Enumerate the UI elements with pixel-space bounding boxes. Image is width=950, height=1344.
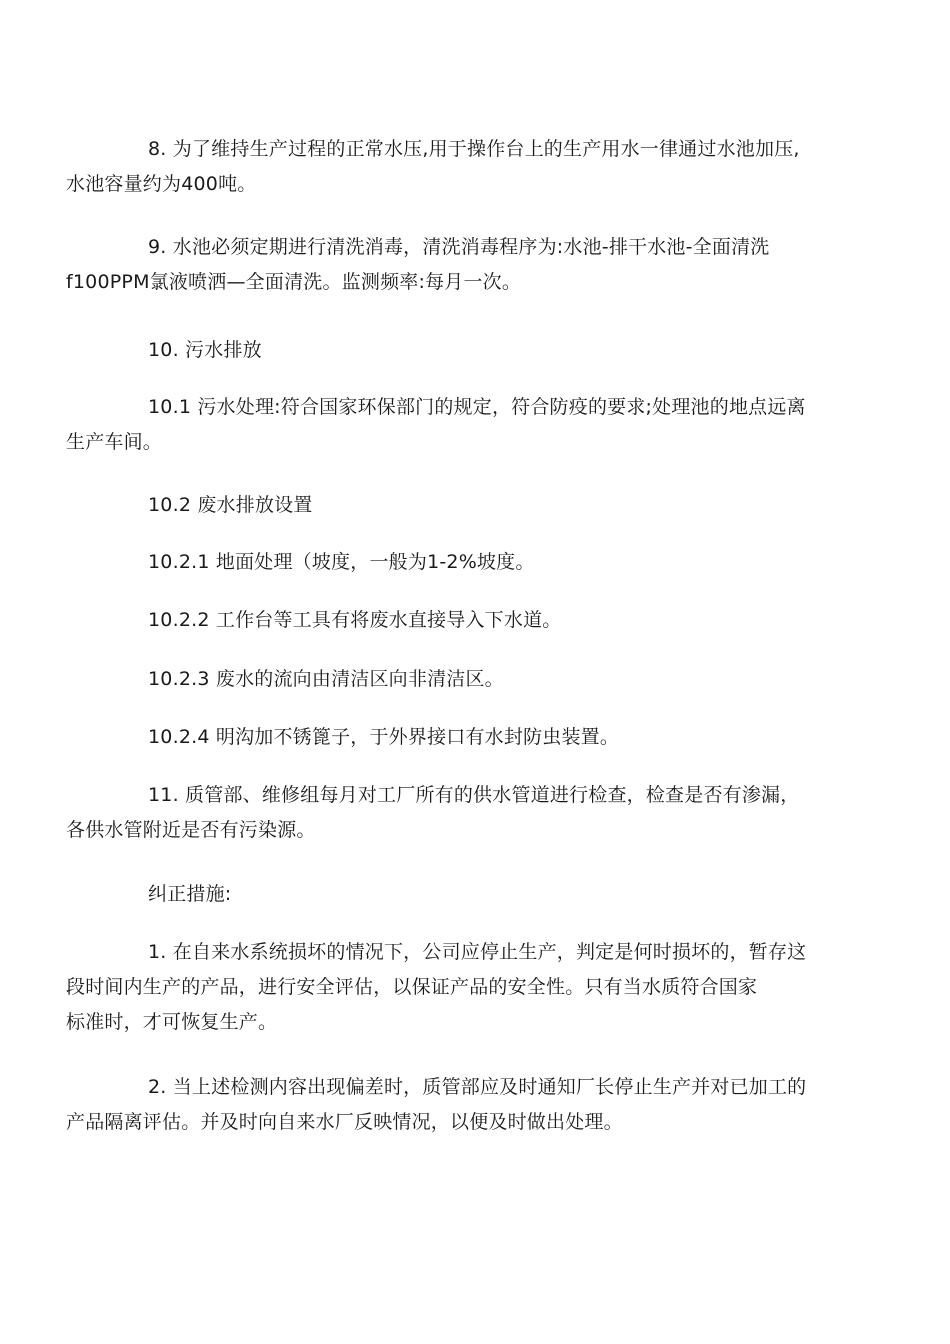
paragraph-line: 11. 质管部、维修组每月对工厂所有的供水管道进行检查，检查是否有渗漏， bbox=[148, 784, 800, 806]
paragraph-line: 8. 为了维持生产过程的正常水压,用于操作台上的生产用水一律通过水池加压, bbox=[148, 138, 800, 160]
corrective-measures-heading bbox=[107, 877, 843, 912]
paragraph-line: 水池容量约为400吨。 bbox=[66, 173, 257, 195]
section-heading-10 bbox=[107, 333, 843, 368]
paragraph-line: 生产车间。 bbox=[66, 431, 163, 453]
paragraph-line: 1. 在自来水系统损坏的情况下，公司应停止生产，判定是何时损坏的，暂存这 bbox=[148, 941, 807, 963]
paragraph-8 bbox=[66, 132, 843, 202]
paragraph-9 bbox=[66, 230, 843, 300]
section-heading-10-2 bbox=[107, 488, 843, 523]
paragraph-line: 10.2.2 工作台等工具有将废水直接导入下水道。 bbox=[148, 609, 562, 631]
paragraph-line: 标准时，才可恢复生产。 bbox=[66, 1011, 278, 1033]
paragraph-line: 段时间内生产的产品，进行安全评估，以保证产品的安全性。只有当水质符合国家 bbox=[66, 976, 758, 998]
corrective-item-2 bbox=[66, 1070, 843, 1140]
paragraph-line: 产品隔离评估。并及时向自来水厂反映情况，以便及时做出处理。 bbox=[66, 1111, 623, 1133]
paragraph-line: 10.2.1 地面处理（坡度，一般为1-2%坡度。 bbox=[148, 551, 535, 573]
paragraph-line: 2. 当上述检测内容出现偏差时，质管部应及时通知厂长停止生产并对已加工的 bbox=[148, 1076, 807, 1098]
paragraph-10-2-1 bbox=[107, 545, 843, 580]
paragraph-line: 10. 污水排放 bbox=[148, 339, 262, 361]
paragraph-10-1 bbox=[66, 390, 843, 460]
paragraph-line: 10.2.4 明沟加不锈篦子，于外界接口有水封防虫装置。 bbox=[148, 726, 620, 748]
paragraph-line: 各供水管附近是否有污染源。 bbox=[66, 819, 316, 841]
corrective-item-1 bbox=[66, 935, 843, 1040]
paragraph-10-2-4 bbox=[107, 720, 843, 755]
paragraph-10-2-3 bbox=[107, 662, 843, 697]
paragraph-11 bbox=[66, 778, 843, 848]
paragraph-line: 纠正措施: bbox=[148, 883, 232, 905]
paragraph-line: 10.2.3 废水的流向由清洁区向非清洁区。 bbox=[148, 668, 504, 690]
paragraph-line: 9. 水池必须定期进行清洗消毒，清洗消毒程序为:水池-排干水池-全面清洗 bbox=[148, 236, 770, 258]
paragraph-line: 10.1 污水处理:符合国家环保部门的规定，符合防疫的要求;处理池的地点远离 bbox=[148, 396, 806, 418]
paragraph-10-2-2 bbox=[107, 603, 843, 638]
paragraph-line: 10.2 废水排放设置 bbox=[148, 494, 313, 516]
paragraph-line: f100PPM氯液喷洒—全面清洗。监测频率:每月一次。 bbox=[66, 271, 522, 293]
